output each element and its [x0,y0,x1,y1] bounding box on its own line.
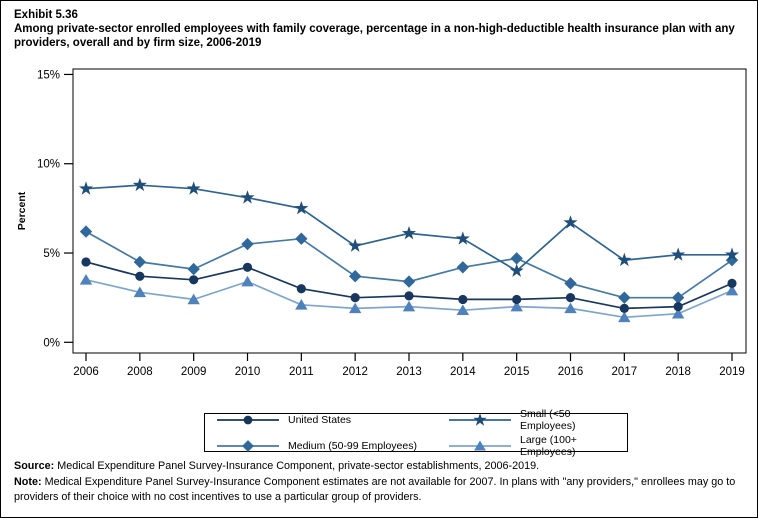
data-point-diamond [241,238,253,250]
source-line [14,459,746,474]
data-point-circle [351,293,360,302]
data-point-circle [566,293,575,302]
legend-label: United States [288,413,352,426]
data-point-diamond [242,440,254,452]
x-axis [73,353,745,378]
data-point-diamond [295,233,307,245]
data-point-diamond [403,275,415,287]
y-tick-label: 5% [43,248,60,261]
y-tick-label: 15% [36,69,60,82]
legend-marker-diamond-icon [217,438,279,454]
data-point-diamond [134,256,146,268]
exhibit-label: Exhibit 5.36 [14,9,78,21]
x-tick-label: 2006 [73,366,99,378]
x-tick-label: 2010 [234,366,261,378]
data-point-diamond [80,225,92,237]
data-point-circle [674,302,683,311]
data-point-circle [458,295,467,304]
data-point-diamond [564,277,576,289]
x-tick-label: 2014 [450,366,476,378]
legend-marker-triangle-icon [449,438,511,454]
data-point-triangle [241,276,253,287]
data-point-triangle [80,274,92,285]
legend-item-medium-50-99-employees [217,434,449,458]
data-point-star [133,178,147,191]
y-axis [16,69,73,349]
data-point-diamond [618,291,630,303]
x-tick-label: 2012 [342,366,368,378]
x-tick-label: 2013 [396,366,422,378]
source-label: Source: [14,460,55,472]
data-point-diamond [510,252,522,264]
x-tick-label: 2009 [180,366,207,378]
x-tick-label: 2017 [611,366,638,378]
legend [204,407,628,458]
data-point-diamond [349,270,361,282]
data-point-circle [135,272,144,281]
legend-item-large-100-employees [449,434,621,458]
legend-label: Medium (50-99 Employees) [288,439,417,452]
data-point-circle [512,295,521,304]
legend-item-united-states [217,408,449,432]
x-tick-label: 2018 [665,366,691,378]
data-point-circle [189,275,198,284]
data-point-diamond [457,261,469,273]
data-point-circle [404,291,413,300]
chart-area [1,61,758,411]
x-tick-label: 2015 [503,366,530,378]
legend-label: Large (100+ Employees) [520,433,577,458]
y-tick-label: 10% [36,158,60,171]
data-point-star [402,226,416,239]
data-point-circle [244,415,253,424]
figure-title: Among private-sector enrolled employees with family coverage, percentage in a non-high-deductible health insurance plan with any providers, overall and by firm size, 2006-2019 [14,23,735,49]
x-tick-label: 2019 [719,366,745,378]
data-point-circle [297,284,306,293]
x-tick-label: 2016 [557,366,584,378]
x-tick-label: 2008 [127,366,153,378]
data-point-circle [243,263,252,272]
data-point-diamond [187,263,199,275]
note-text: Medical Expenditure Panel Survey-Insurance Component estimates are not available for 2007. In plans with "any providers," enrollees may go to providers of their choice with no cost incentives to use a particular group of providers. [14,476,736,503]
x-tick-label: 2011 [288,366,314,378]
legend-label: Small (<50 Employees) [520,407,576,432]
data-point-circle [81,257,90,266]
legend-marker-circle-icon [217,412,279,428]
data-point-circle [727,279,736,288]
note-label: Note: [14,476,42,488]
source-text: Medical Expenditure Panel Survey-Insurance Component, private-sector establishments, 2006-2019. [54,460,540,472]
y-tick-label: 0% [43,337,60,350]
title-block [14,8,744,50]
footer [14,459,746,506]
y-axis-label: Percent [16,191,28,231]
note-line [14,475,746,505]
legend-item-small-50-employees [449,408,621,432]
legend-marker-star-icon [449,412,511,428]
series-small-50-employees [79,178,739,277]
data-point-circle [620,304,629,313]
